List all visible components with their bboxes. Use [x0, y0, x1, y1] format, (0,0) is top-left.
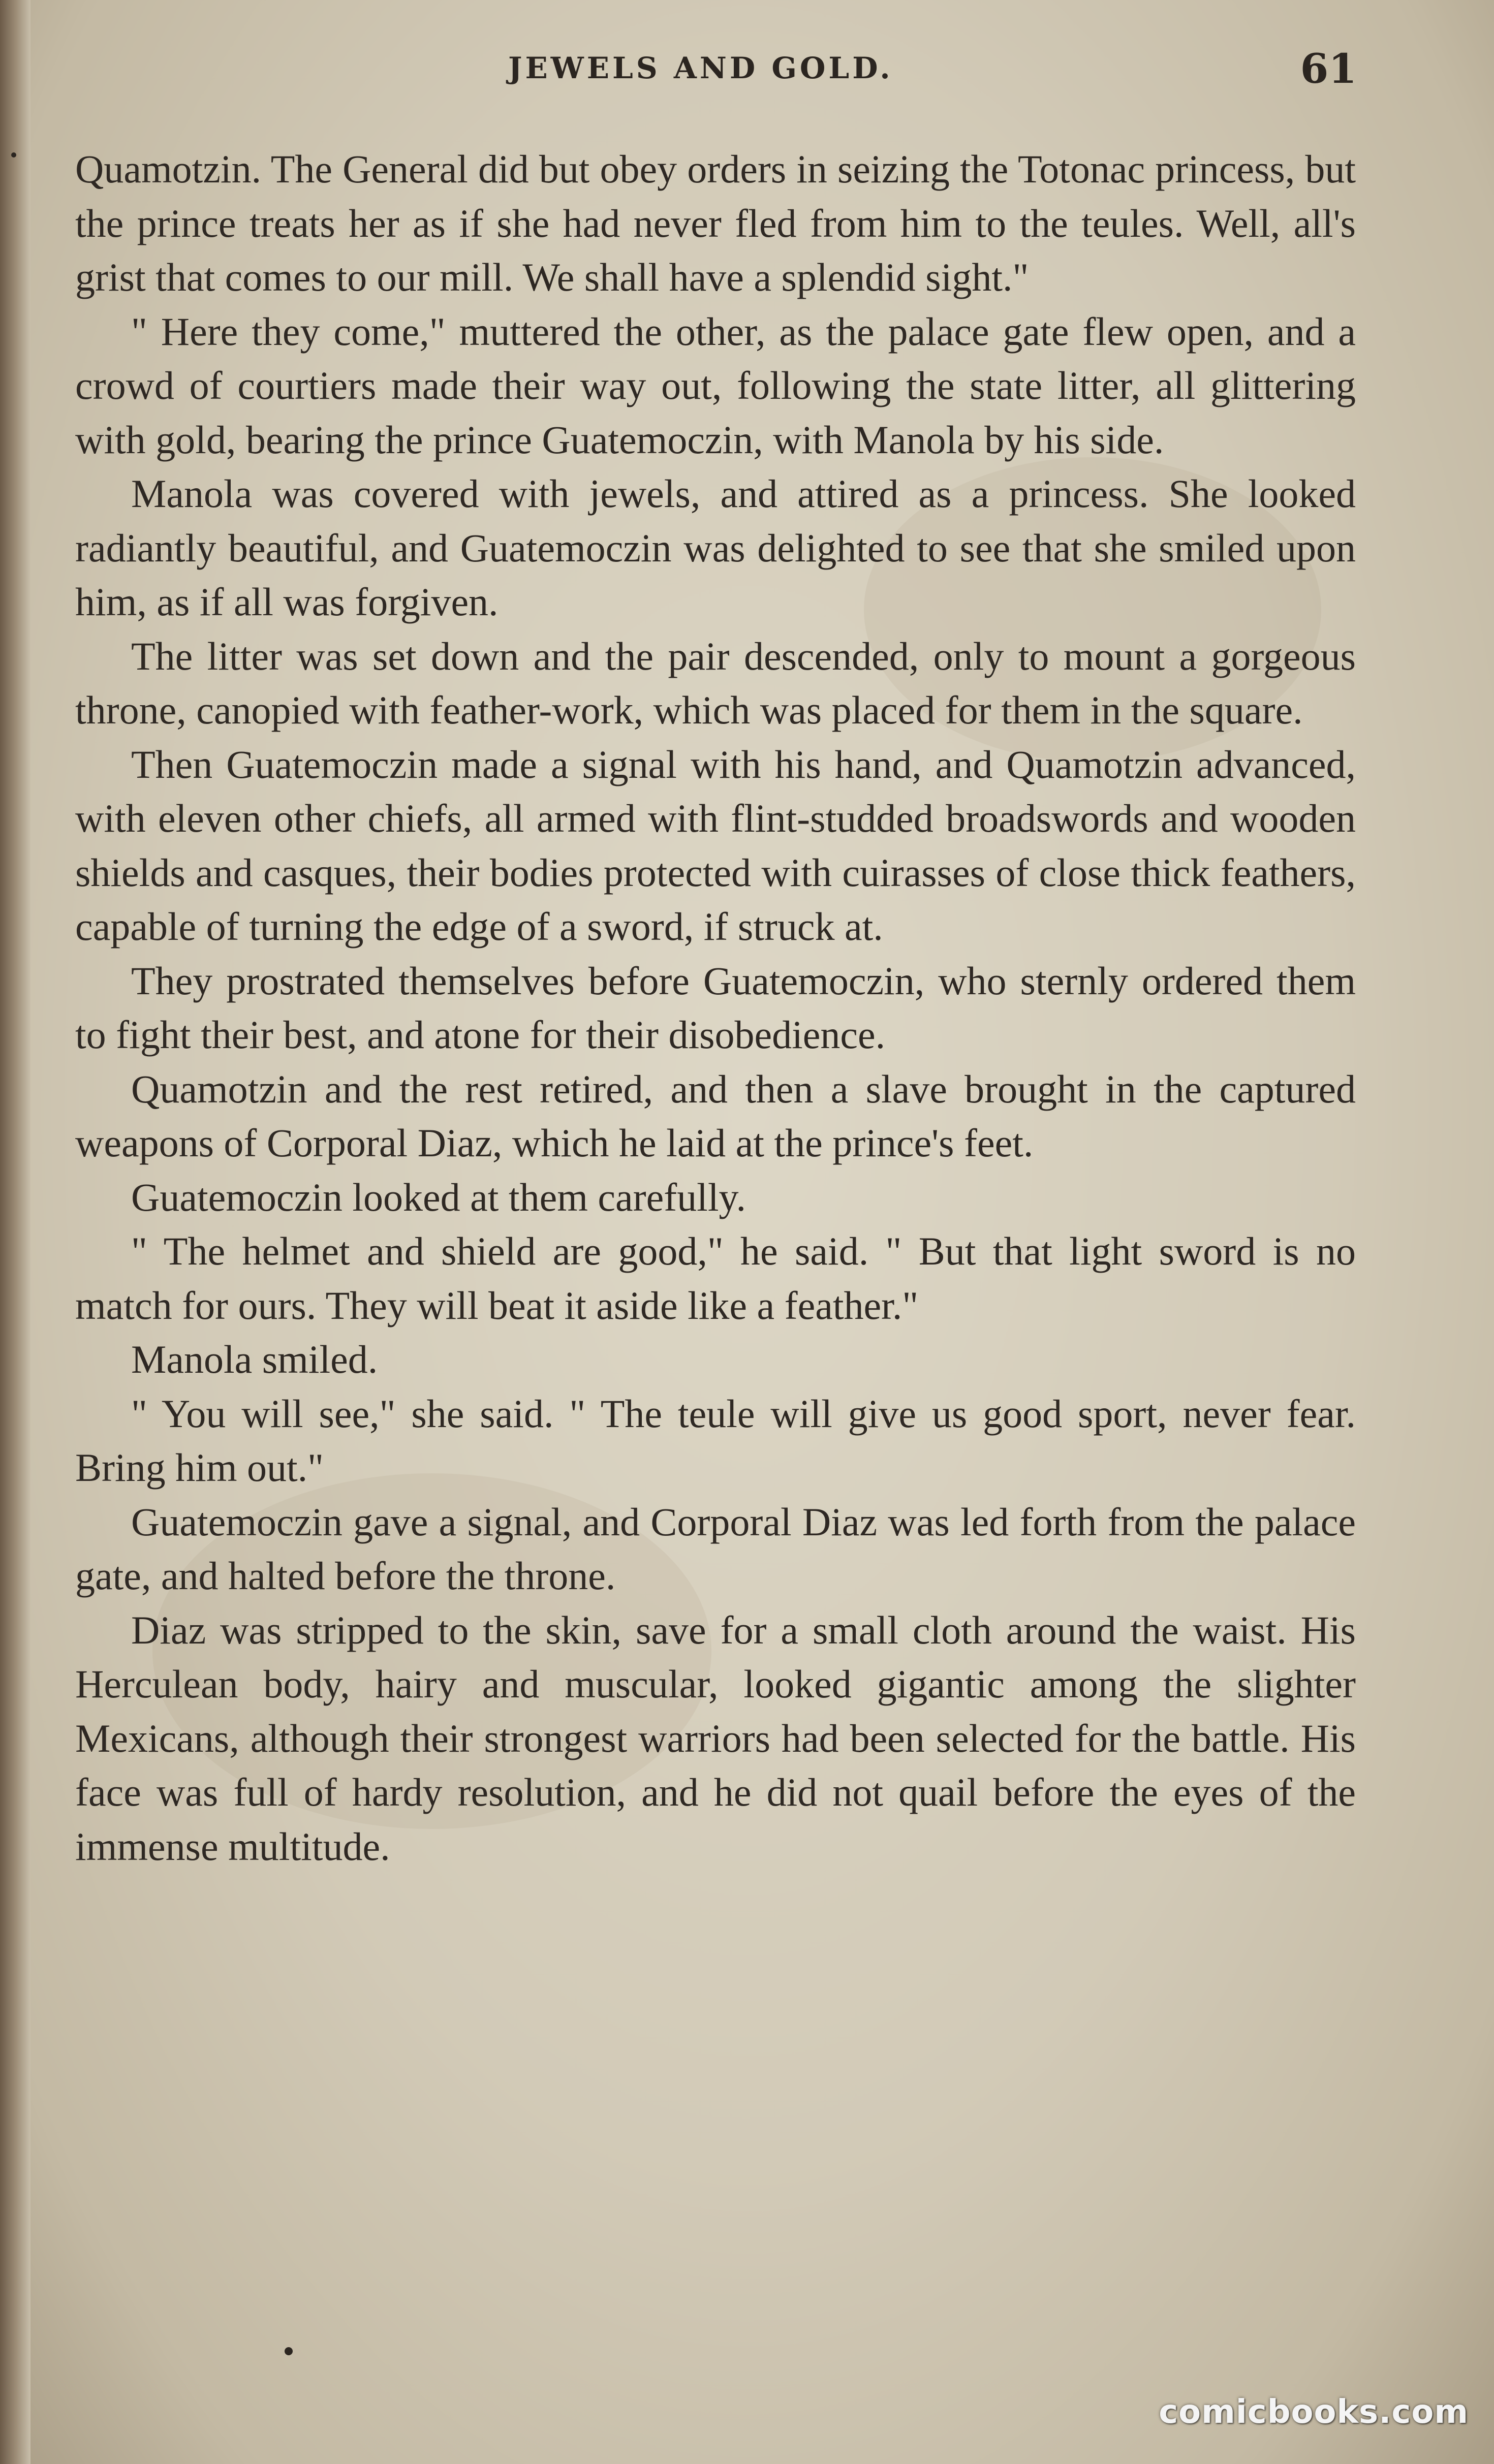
paragraph: " You will see," she said. " The teule will give us good sport, never fear. Bring him out.": [75, 1391, 1356, 1490]
paragraph: Quamotzin. The General did but obey orders in seizing the Totonac princess, but the prince treats her as if she had never fled from him to the teules. Well, all's grist that comes to our mill. We shall have a splendid sight.": [75, 147, 1356, 299]
paragraph: Quamotzin and the rest retired, and then a slave brought in the captured weapons of Corporal Diaz, which he laid at the prince's feet.: [75, 1066, 1356, 1165]
running-head: JEWELS AND GOLD.: [508, 51, 893, 85]
body-text: [75, 142, 1356, 1874]
watermark: comicbooks.com: [1159, 2393, 1469, 2431]
paragraph: " The helmet and shield are good," he said. " But that light sword is no match for ours. They will beat it aside like a feather.": [75, 1229, 1356, 1328]
paragraph: Manola was covered with jewels, and attired as a princess. She looked radiantly beautiful, and Guatemoczin was delighted to see that she smiled upon him, as if all was forgiven.: [75, 471, 1356, 624]
paragraph: They prostrated themselves before Guatemoczin, who sternly ordered them to fight their best, and atone for their disobedience.: [75, 958, 1356, 1057]
paragraph: Guatemoczin looked at them carefully.: [131, 1175, 746, 1219]
paragraph: The litter was set down and the pair descended, only to mount a gorgeous throne, canopied with feather-work, which was placed for them in the square.: [75, 634, 1356, 732]
paragraph: Diaz was stripped to the skin, save for a small cloth around the waist. His Herculean body, hairy and muscular, looked gigantic among the slighter Mexicans, although their strongest warriors had been selected for the battle. His face was full of hardy resolution, and he did not quail before the eyes of the immense multitude.: [75, 1607, 1356, 1869]
page-gutter-shadow: [0, 0, 30, 2464]
page-header: [76, 41, 1357, 117]
paragraph: Then Guatemoczin made a signal with his hand, and Quamotzin advanced, with eleven other chiefs, all armed with flint-studded broadswords and wooden shields and casques, their bodies protected with cuirasses of close thick feathers, capable of turning the edge of a sword, if struck at.: [75, 742, 1356, 949]
ink-speck: [285, 2347, 293, 2355]
paragraph: Guatemoczin gave a signal, and Corporal Diaz was led forth from the palace gate, and halted before the throne.: [75, 1499, 1356, 1598]
paragraph: " Here they come," muttered the other, as the palace gate flew open, and a crowd of courtiers made their way out, following the state litter, all glittering with gold, bearing the prince Guatemoczin, with Manola by his side.: [75, 309, 1356, 462]
ink-speck: [11, 152, 16, 157]
page-number: 61: [1300, 45, 1357, 92]
paragraph: Manola smiled.: [131, 1337, 378, 1381]
